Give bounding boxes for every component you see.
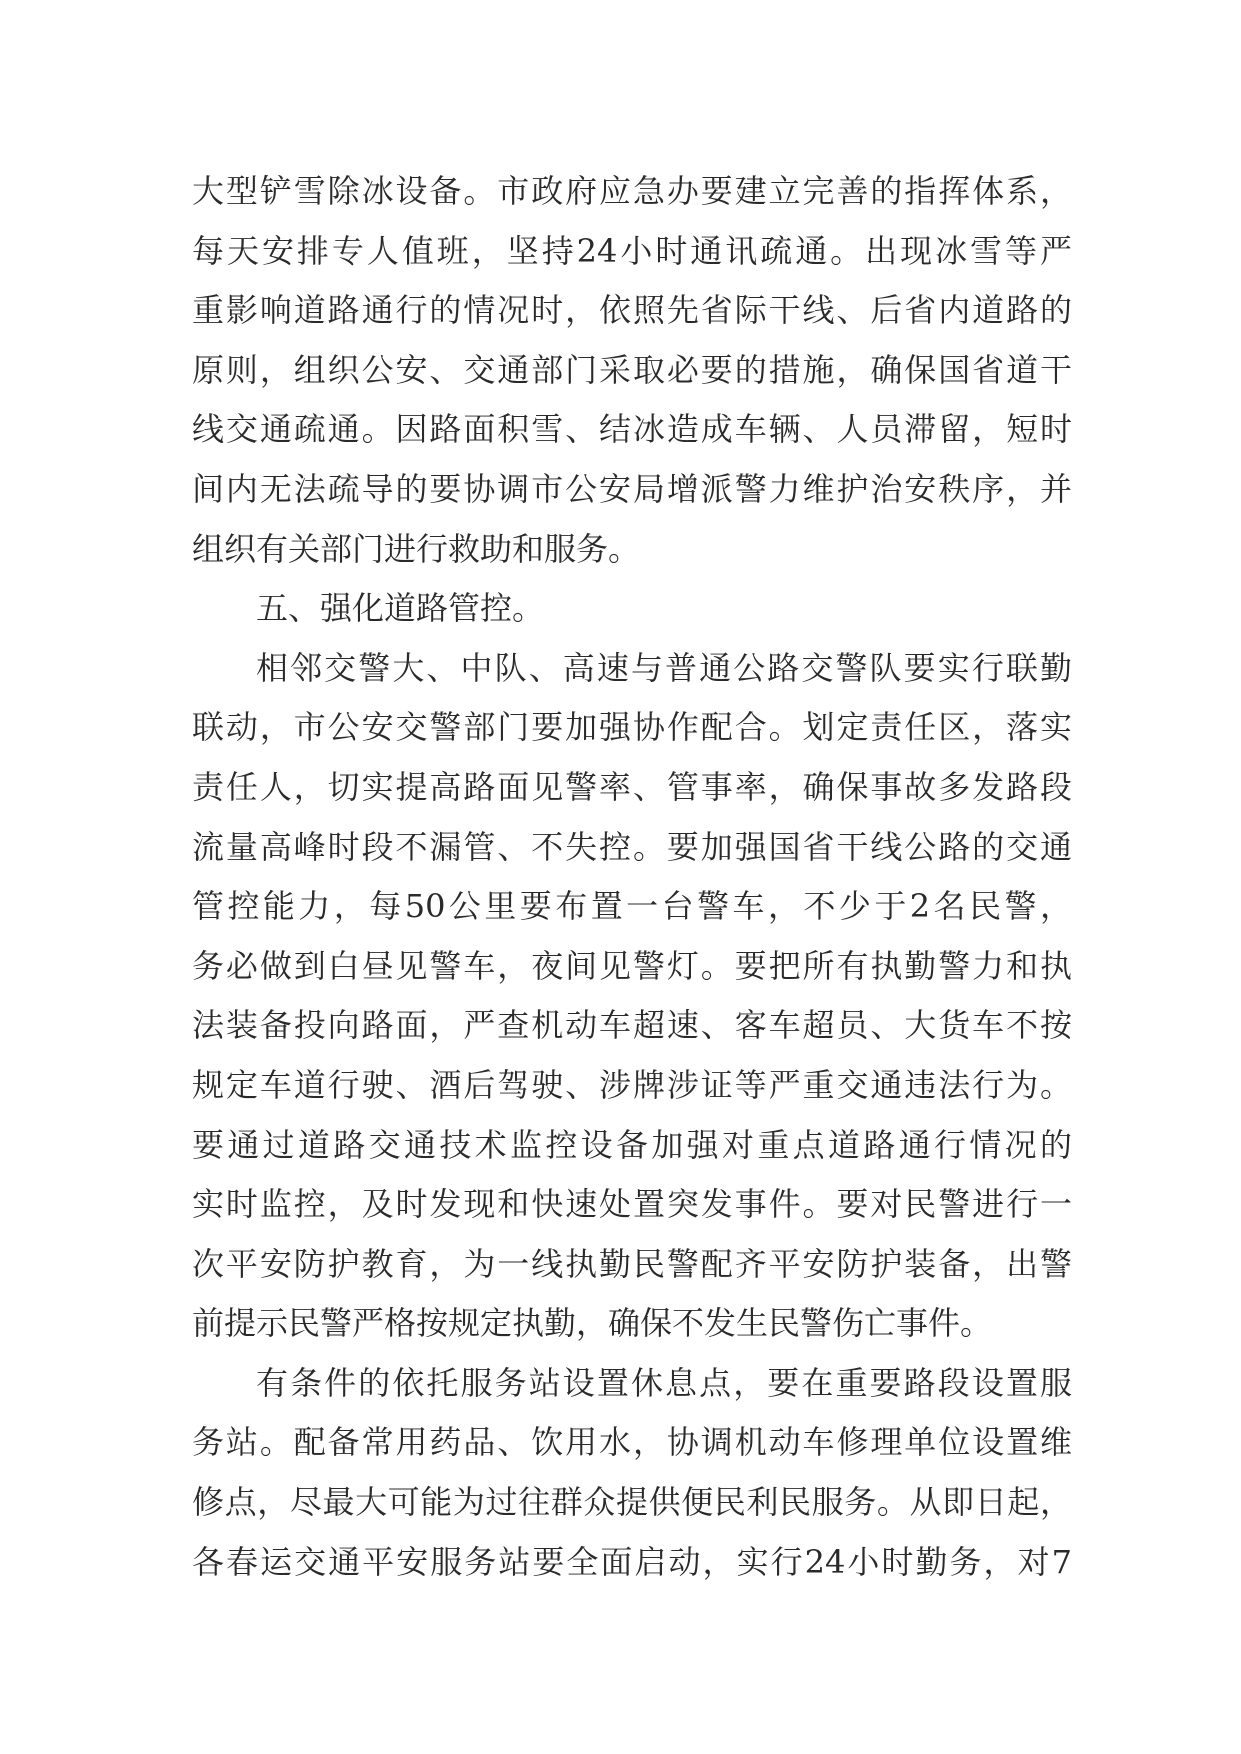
text-line: 大型铲雪除冰设备。市政府应急办要建立完善的指挥体系， — [192, 172, 1072, 210]
text-line: 务必做到白昼见警车，夜间见警灯。要把所有执勤警力和执 — [192, 946, 1072, 985]
text-line: 重影响道路通行的情况时，依照先省际干线、后省内道路的 — [192, 291, 1072, 330]
text-line: 前提示民警严格按规定执勤，确保不发生民警伤亡事件。 — [192, 1304, 993, 1343]
text-line: 线交通疏通。因路面积雪、结冰造成车辆、人员滞留，短时 — [192, 410, 1072, 449]
text-line: 次平安防护教育，为一线执勤民警配齐平安防护装备，出警 — [192, 1244, 1072, 1283]
text-line: 各春运交通平安服务站要全面启动，实行24小时勤务，对7 — [192, 1542, 1072, 1581]
text-line: 流量高峰时段不漏管、不失控。要加强国省干线公路的交通 — [192, 827, 1072, 866]
text-line: 五、强化道路管控。 — [256, 589, 545, 628]
text-line: 组织有关部门进行救助和服务。 — [192, 529, 641, 568]
text-line: 务站。配备常用药品、饮用水，协调机动车修理单位设置维 — [192, 1423, 1072, 1462]
text-line: 有条件的依托服务站设置休息点，要在重要路段设置服 — [256, 1363, 1072, 1402]
text-line: 法装备投向路面，严查机动车超速、客车超员、大货车不按 — [192, 1006, 1072, 1045]
text-line: 实时监控，及时发现和快速处置突发事件。要对民警进行一 — [192, 1185, 1072, 1224]
text-line: 相邻交警大、中队、高速与普通公路交警队要实行联勤 — [256, 648, 1072, 687]
text-line: 修点，尽最大可能为过往群众提供便民利民服务。从即日起， — [192, 1483, 1072, 1522]
text-line: 间内无法疏导的要协调市公安局增派警力维护治安秩序，并 — [192, 469, 1072, 508]
text-line: 规定车道行驶、酒后驾驶、涉牌涉证等严重交通违法行为。 — [192, 1065, 1072, 1104]
text-line: 管控能力，每50公里要布置一台警车，不少于2名民警， — [192, 887, 1072, 926]
text-line: 要通过道路交通技术监控设备加强对重点道路通行情况的 — [192, 1125, 1072, 1164]
text-line: 联动，市公安交警部门要加强协作配合。划定责任区，落实 — [192, 708, 1072, 747]
text-line: 责任人，切实提高路面见警率、管事率，确保事故多发路段 — [192, 767, 1072, 806]
text-line: 每天安排专人值班，坚持24小时通讯疏通。出现冰雪等严 — [192, 231, 1072, 270]
text-line: 原则，组织公安、交通部门采取必要的措施，确保国省道干 — [192, 350, 1072, 389]
document-body — [192, 162, 1072, 1592]
